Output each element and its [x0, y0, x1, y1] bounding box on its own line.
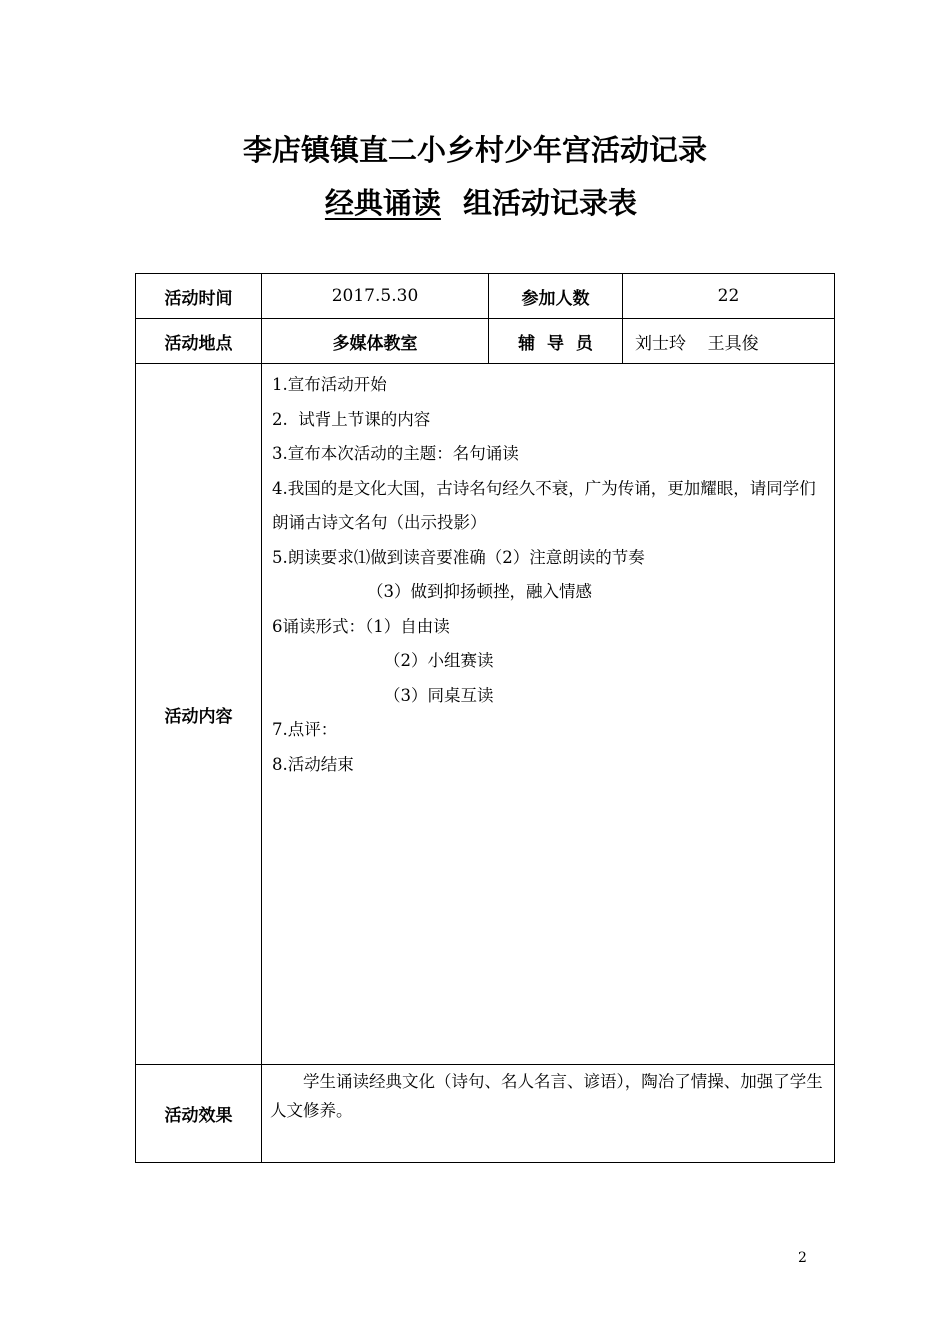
count-label: 参加人数: [489, 274, 623, 319]
content-line: （3）做到抑扬顿挫，融入情感: [367, 582, 592, 601]
content-line: （2）小组赛读: [384, 651, 494, 670]
content-label: 活动内容: [136, 364, 262, 1065]
content-line: 8.活动结束: [272, 754, 354, 774]
content-line: 4.我国的是文化大国，古诗名句经久不衰，广为传诵，更加耀眼，请同学们朗诵古诗文名句（出示投影）: [272, 478, 816, 532]
content-line: 6诵读形式：（1）自由读: [272, 616, 450, 636]
table-row: [136, 1065, 835, 1163]
content-line: （3）同桌互读: [384, 685, 494, 705]
effect-cell: [262, 1065, 835, 1163]
content-line: 5.朗读要求⑴做到读音要准确（2）注意朗读的节奏: [272, 547, 645, 567]
group-name: 经典诵读: [324, 186, 441, 220]
document-subtitle: [0, 181, 950, 222]
activity-record-table: [135, 273, 835, 1163]
content-line: 3.宣布本次活动的主题：名句诵读: [272, 444, 519, 463]
content-line: 1.宣布活动开始: [272, 375, 387, 394]
time-label: 活动时间: [136, 274, 262, 319]
tutor-value: 刘士玲 王具俊: [623, 319, 835, 364]
content-line: 2. 试背上节课的内容: [272, 409, 431, 429]
tutor-label: 辅 导 员: [489, 319, 623, 364]
table-row: [136, 319, 835, 364]
content-line: 7.点评：: [272, 720, 338, 739]
document-title: 李店镇镇直二小乡村少年宫活动记录: [242, 133, 707, 167]
subtitle-suffix: 组活动记录表: [463, 186, 638, 220]
content-cell: [262, 364, 835, 1065]
table-row: [136, 274, 835, 319]
page-number: 2: [798, 1250, 807, 1266]
effect-label: 活动效果: [136, 1065, 262, 1163]
time-value: 2017.5.30: [262, 274, 489, 319]
place-label: 活动地点: [136, 319, 262, 364]
effect-text: 学生诵读经典文化（诗句、名人名言、谚语），陶冶了情操、加强了学生人文修养。: [270, 1072, 823, 1120]
table-row: [136, 364, 835, 1065]
count-value: 22: [623, 274, 835, 319]
place-value: 多媒体教室: [262, 319, 489, 364]
